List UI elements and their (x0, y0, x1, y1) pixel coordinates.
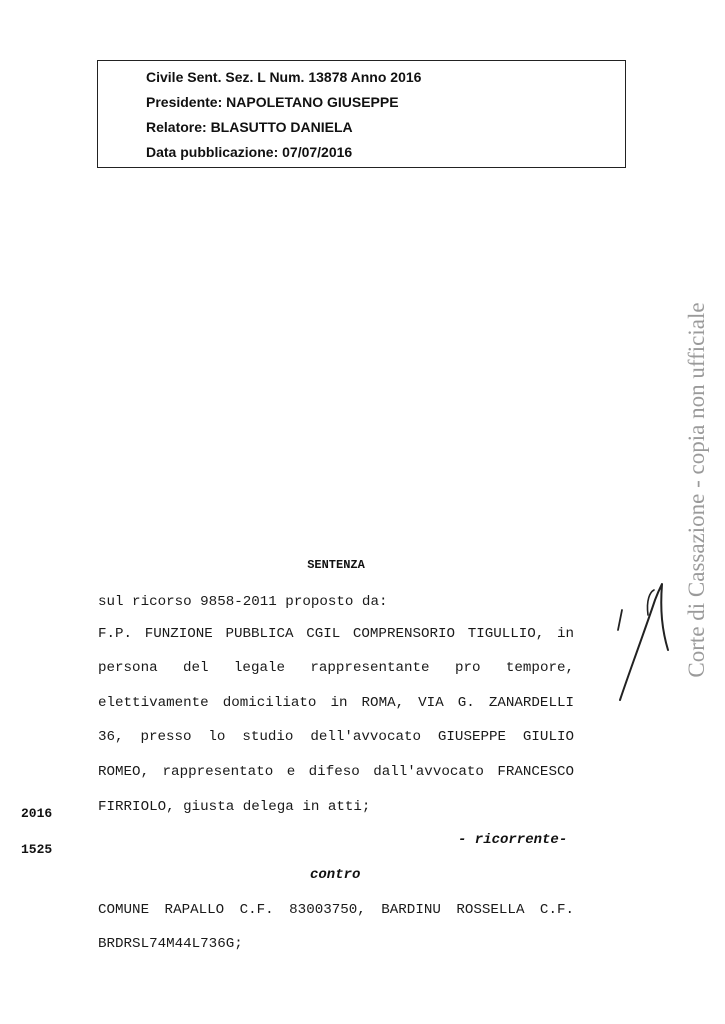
body-line-1: sul ricorso 9858-2011 proposto da: (98, 594, 388, 610)
body-line-3: persona del legale rappresentante pro tempore, (98, 660, 574, 676)
header-president: Presidente: NAPOLETANO GIUSEPPE (146, 94, 399, 110)
body-line-2: F.P. FUNZIONE PUBBLICA CGIL COMPRENSORIO TIGULLIO, in (98, 626, 574, 642)
contro-label: contro (310, 867, 361, 883)
header-sentence-info: Civile Sent. Sez. L Num. 13878 Anno 2016 (146, 69, 422, 85)
header-publication-date: Data pubblicazione: 07/07/2016 (146, 144, 353, 160)
body-line-4: elettivamente domiciliato in ROMA, VIA G. ZANARDELLI (98, 695, 574, 711)
watermark-text: Corte di Cassazione - copia non ufficiale (684, 302, 709, 678)
header-reporter: Relatore: BLASUTTO DANIELA (146, 119, 353, 135)
header-box (97, 60, 626, 168)
body-line-8: COMUNE RAPALLO C.F. 83003750, BARDINU ROSSELLA C.F. (98, 902, 574, 918)
body-line-5: 36, presso lo studio dell'avvocato GIUSEPPE GIULIO (98, 729, 574, 745)
margin-year: 2016 (21, 806, 53, 821)
body-line-6: ROMEO, rappresentato e difeso dall'avvocato FRANCESCO (98, 764, 574, 780)
signature-mark (600, 570, 680, 710)
ricorrente-label: - ricorrente- (458, 832, 568, 848)
margin-number: 1525 (21, 842, 53, 857)
body-line-9: BRDRSL74M44L736G; (98, 936, 243, 952)
body-line-7: FIRRIOLO, giusta delega in atti; (98, 799, 371, 815)
document-title: SENTENZA (307, 558, 365, 572)
